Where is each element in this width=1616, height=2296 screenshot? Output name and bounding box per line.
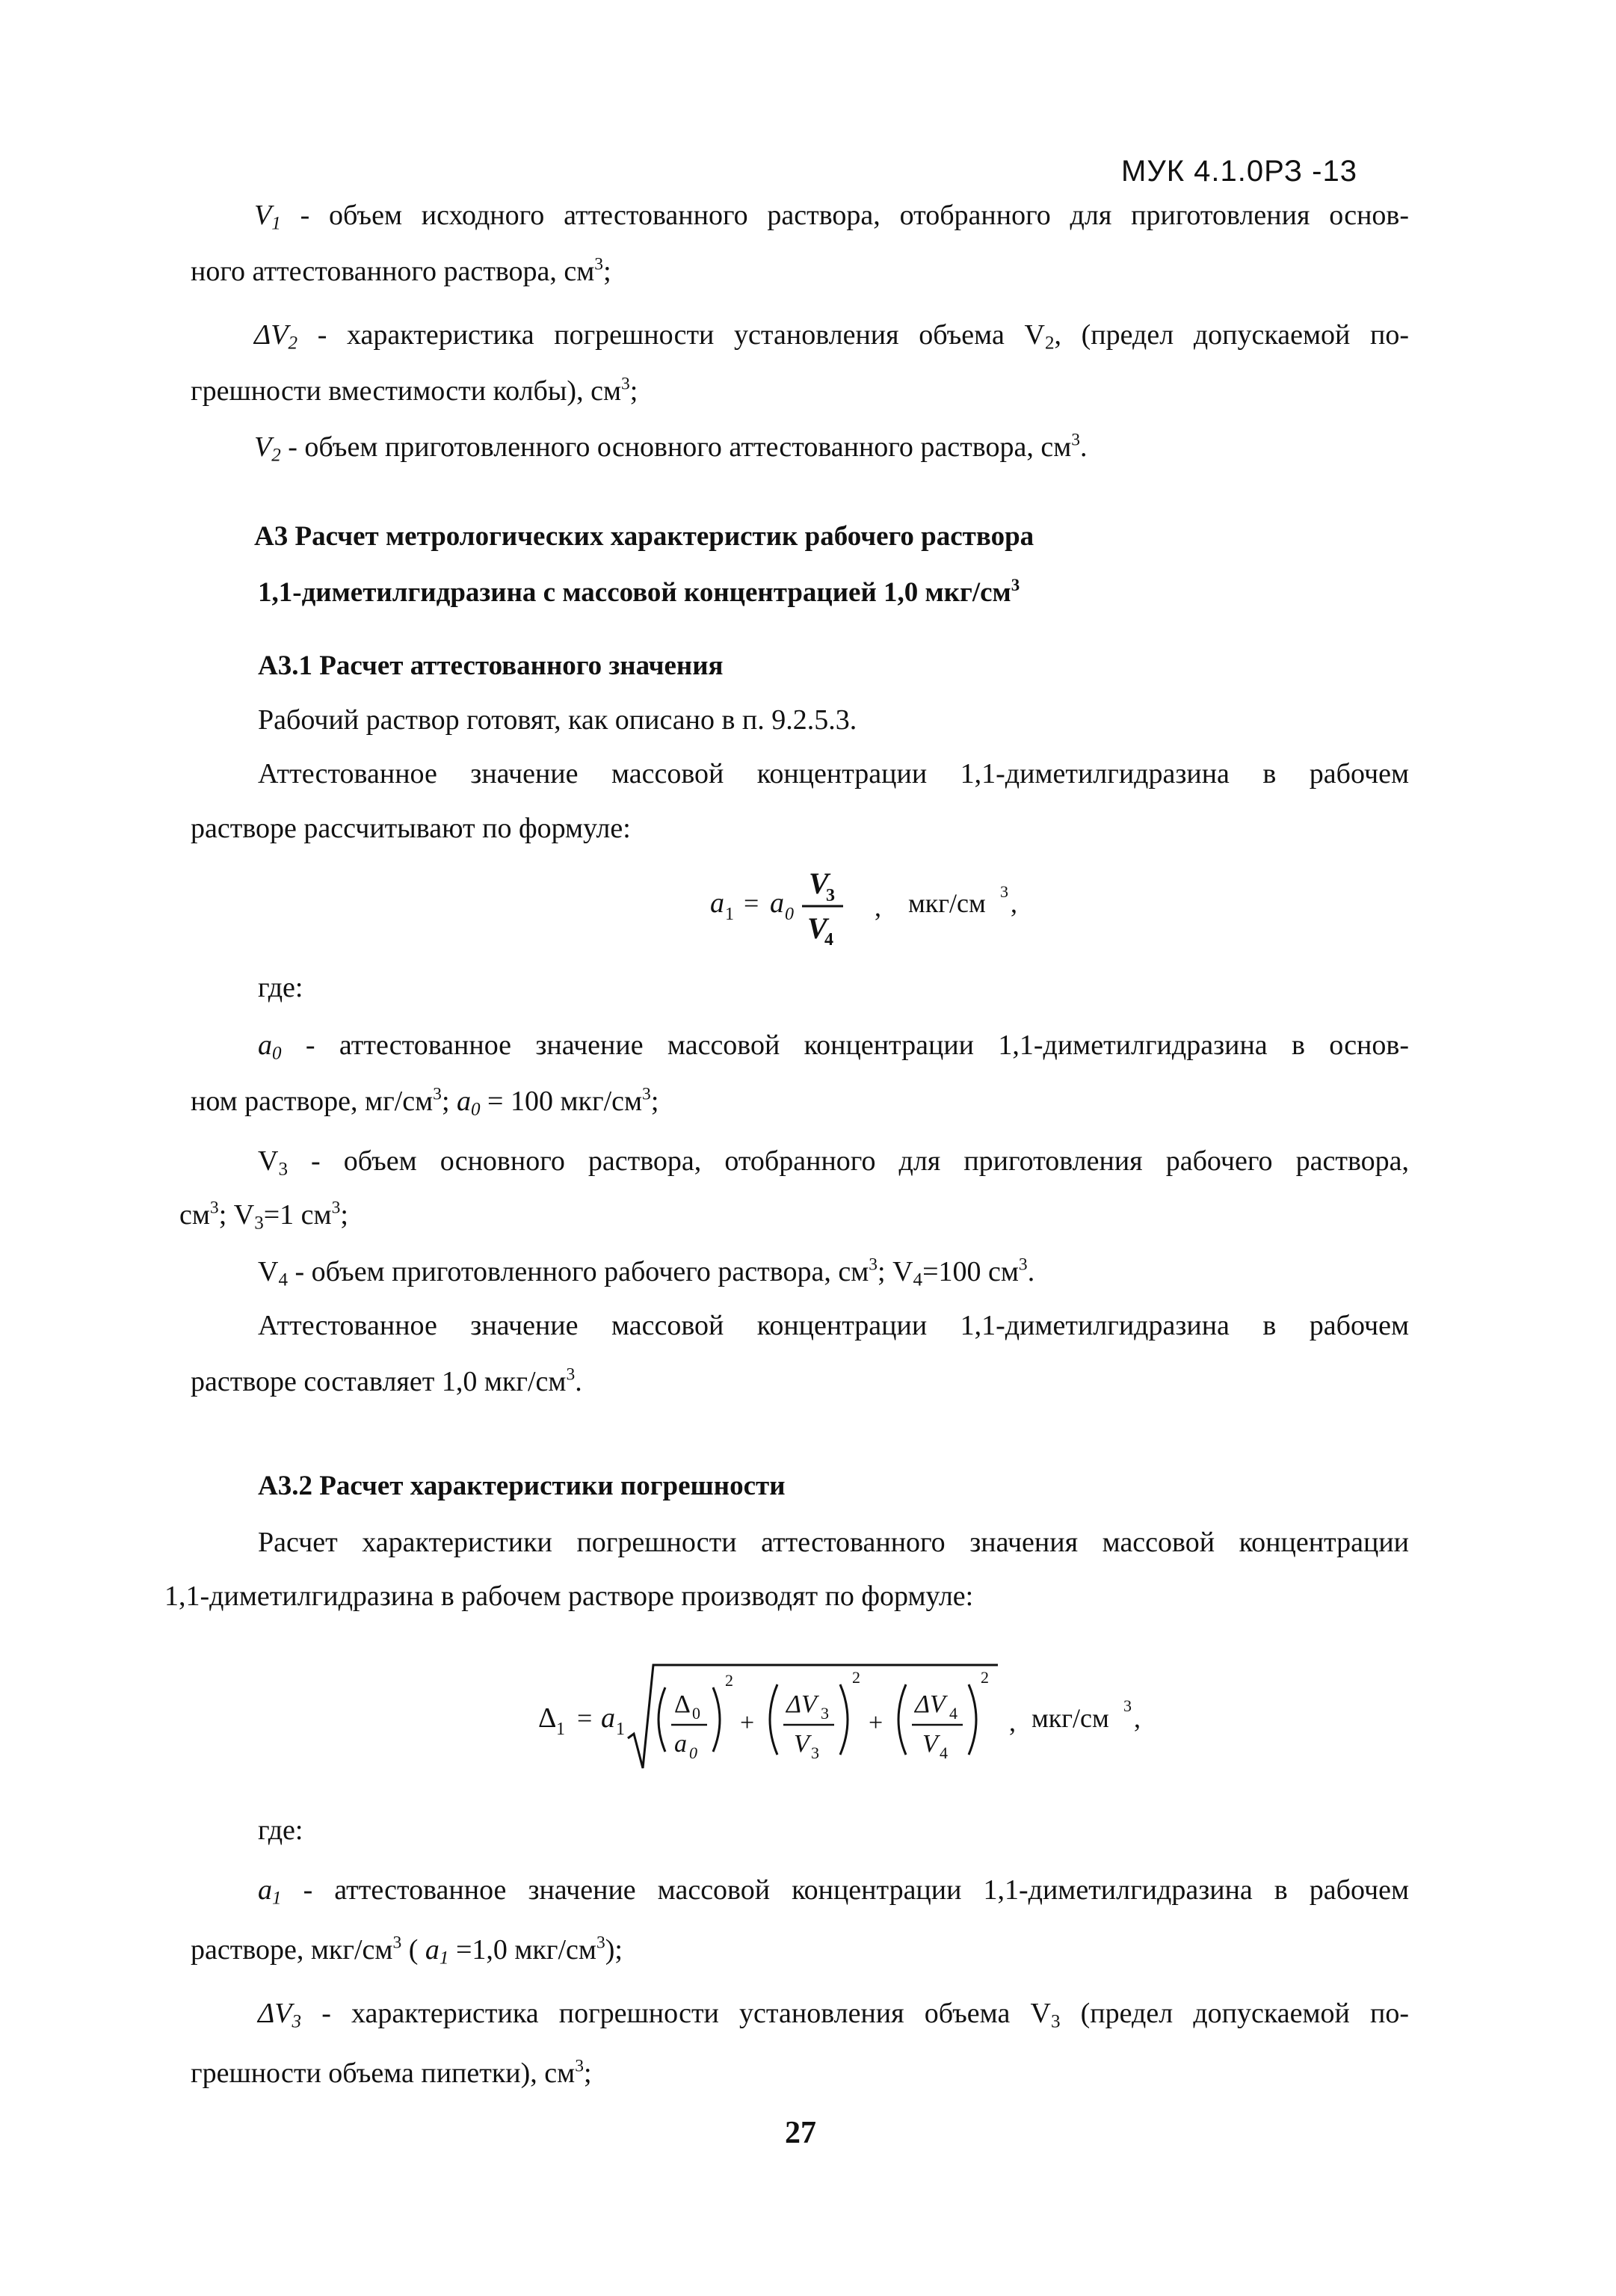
formula-delta1-t1-power: 2	[725, 1671, 733, 1690]
formula-delta1-paren-2-right	[840, 1684, 848, 1755]
formula-delta1-paren-1-right	[713, 1687, 720, 1752]
formula-delta1-paren-3-right	[969, 1684, 976, 1755]
formula-delta1-lhs-sub: 1	[556, 1720, 565, 1739]
section-a3-2-paragraph-1-line-2: 1,1-диметилгидразина в рабочем растворе производят по формуле:	[164, 1581, 974, 1612]
formula-delta1-lhs: Δ	[538, 1702, 557, 1734]
v2-definition: $V_2$ - объем приготовленного основного аттестованного раствора, $см^3$.	[254, 430, 1088, 466]
formula-a1-unit-sup: 3	[1000, 882, 1008, 901]
dv2-definition-line-1: $\Delta V_2$ - характеристика погрешности установления объема $V_2$, (предел допускаемой по-	[254, 319, 1410, 354]
section-a3-1-paragraph-2-line-2: растворе рассчитывают по формуле:	[191, 813, 631, 844]
section-a3-heading-line-2: 1,1-диметилгидразина с массовой концентрацией 1,0 мкг/$см^3$	[258, 575, 1020, 608]
formula-delta1-t1-den: a	[674, 1730, 687, 1758]
dv3-definition-line-2: грешности объема пипетки), $см^3$;	[191, 2056, 592, 2089]
formula-delta1-separator: ,	[1009, 1707, 1016, 1737]
formula-a1-eq: =	[744, 888, 759, 918]
formula-delta1-coef: a	[601, 1702, 615, 1734]
formula-delta1-t3-num: ΔV	[915, 1690, 946, 1718]
formula-a1-denominator-sub: 4	[824, 930, 833, 950]
formula-delta1-coef-sub: 1	[616, 1720, 625, 1739]
formula-a1-numerator: V	[809, 867, 829, 900]
section-a3-heading-line-1: А3 Расчет метрологических характеристик рабочего раствора	[254, 521, 1034, 552]
formula-delta1-t3-power: 2	[981, 1668, 989, 1687]
formula-delta1-t1-den-sub: 0	[689, 1743, 697, 1762]
formula-a1-separator: ,	[875, 892, 881, 922]
formula-delta1-plus-2: +	[869, 1709, 883, 1737]
formula-delta1-t1-num: Δ	[674, 1690, 691, 1718]
formula-delta1-unit: мкг/см	[1031, 1703, 1109, 1733]
section-a3-1-paragraph-2-line-1: Аттестованное значение массовой концентрации 1,1-диметилгидразина в рабочем	[258, 758, 1409, 790]
section-a3-1-paragraph-3-line-2: растворе составляет 1,0 мкг/$см^3$.	[191, 1364, 582, 1397]
formula-delta1-t2-num-sub: 3	[821, 1704, 829, 1723]
formula-delta1-plus-1: +	[740, 1709, 755, 1737]
formula-delta1-paren-1-left	[659, 1687, 665, 1752]
formula-a1-unit-end: ,	[1011, 888, 1017, 918]
v1-definition-line-1: $V_1$ - объем исходного аттестованного раствора, отобранного для приготовления основ-	[254, 200, 1409, 234]
v4-definition: $V_4$ - объем приготовленного рабочего раствора, $см^3$; $V_4=100$ $см^3$.	[258, 1255, 1035, 1290]
formula-delta1-paren-3-left	[898, 1684, 906, 1755]
formula-delta1-t2-den: V	[794, 1730, 809, 1758]
where-label-2: где:	[258, 1815, 303, 1846]
formula-delta1-t2-num: ΔV	[786, 1690, 817, 1718]
formula-delta1-eq: =	[577, 1703, 593, 1733]
a0-definition-line-1: $a_0$ - аттестованное значение массовой концентрации 1,1-диметилгидразина в основ-	[258, 1029, 1409, 1064]
formula-a1-numerator-sub: 3	[826, 886, 835, 905]
a1-definition-line-1: $a_1$ - аттестованное значение массовой концентрации 1,1-диметилгидразина в рабочем	[258, 1874, 1409, 1909]
formula-a1-denominator: V	[807, 911, 827, 945]
formula-delta1-t3-den: V	[922, 1730, 938, 1758]
section-a3-1-paragraph-3-line-1: Аттестованное значение массовой концентрации 1,1-диметилгидразина в рабочем	[258, 1310, 1409, 1341]
formula-delta1-unit-sup: 3	[1123, 1696, 1132, 1715]
page-number: 27	[785, 2116, 816, 2150]
formula-delta1-t2-den-sub: 3	[811, 1743, 819, 1762]
section-a3-2-heading: А3.2 Расчет характеристики погрешности	[258, 1471, 786, 1501]
v3-definition-line-2: $см^3$; $V_3=1$ $см^3$;	[179, 1198, 348, 1234]
v3-definition-line-1: $V_3$ - объем основного раствора, отобранного для приготовления рабочего раствора,	[258, 1145, 1409, 1180]
v1-definition-line-2: ного аттестованного раствора, $см^3$;	[191, 254, 611, 287]
section-a3-1-heading: А3.1 Расчет аттестованного значения	[258, 650, 724, 681]
formula-delta1-paren-2-left	[770, 1684, 777, 1755]
a1-definition-line-2: растворе, мкг/$см^3$ ( $a_1 =1,0$ мкг/$см^3$);	[191, 1933, 623, 1969]
formula-a1	[695, 852, 1084, 961]
formula-delta1-t1-num-sub: 0	[692, 1704, 700, 1723]
formula-delta1-unit-end: ,	[1134, 1703, 1141, 1733]
formula-delta1	[523, 1656, 1181, 1787]
formula-a1-lhs: a	[710, 887, 724, 919]
formula-delta1-t2-power: 2	[852, 1668, 860, 1687]
document-code: МУК 4.1.0РЗ -13	[1121, 155, 1357, 188]
dv3-definition-line-1: $\Delta V_3$ - характеристика погрешности установления объема $V_3$ (предел допускаемой по-	[258, 1998, 1410, 2032]
formula-a1-coef: a	[770, 887, 784, 919]
dv2-definition-line-2: грешности вместимости колбы), $см^3$;	[191, 374, 638, 407]
formula-a1-lhs-sub: 1	[725, 905, 734, 924]
formula-delta1-t3-den-sub: 4	[940, 1743, 948, 1762]
section-a3-2-paragraph-1-line-1: Расчет характеристики погрешности аттестованного значения массовой концентрации	[258, 1527, 1409, 1558]
a0-definition-line-2: ном растворе, $мг/см^3$; $a_0 = 100$ мкг/$см^3$;	[191, 1084, 659, 1120]
section-a3-1-paragraph-1: Рабочий раствор готовят, как описано в п. 9.2.5.3.	[258, 704, 857, 736]
formula-delta1-t3-num-sub: 4	[949, 1704, 957, 1723]
where-label-1: где:	[258, 972, 303, 1003]
formula-a1-coef-sub: 0	[785, 905, 794, 924]
formula-a1-unit: мкг/см	[908, 888, 986, 918]
